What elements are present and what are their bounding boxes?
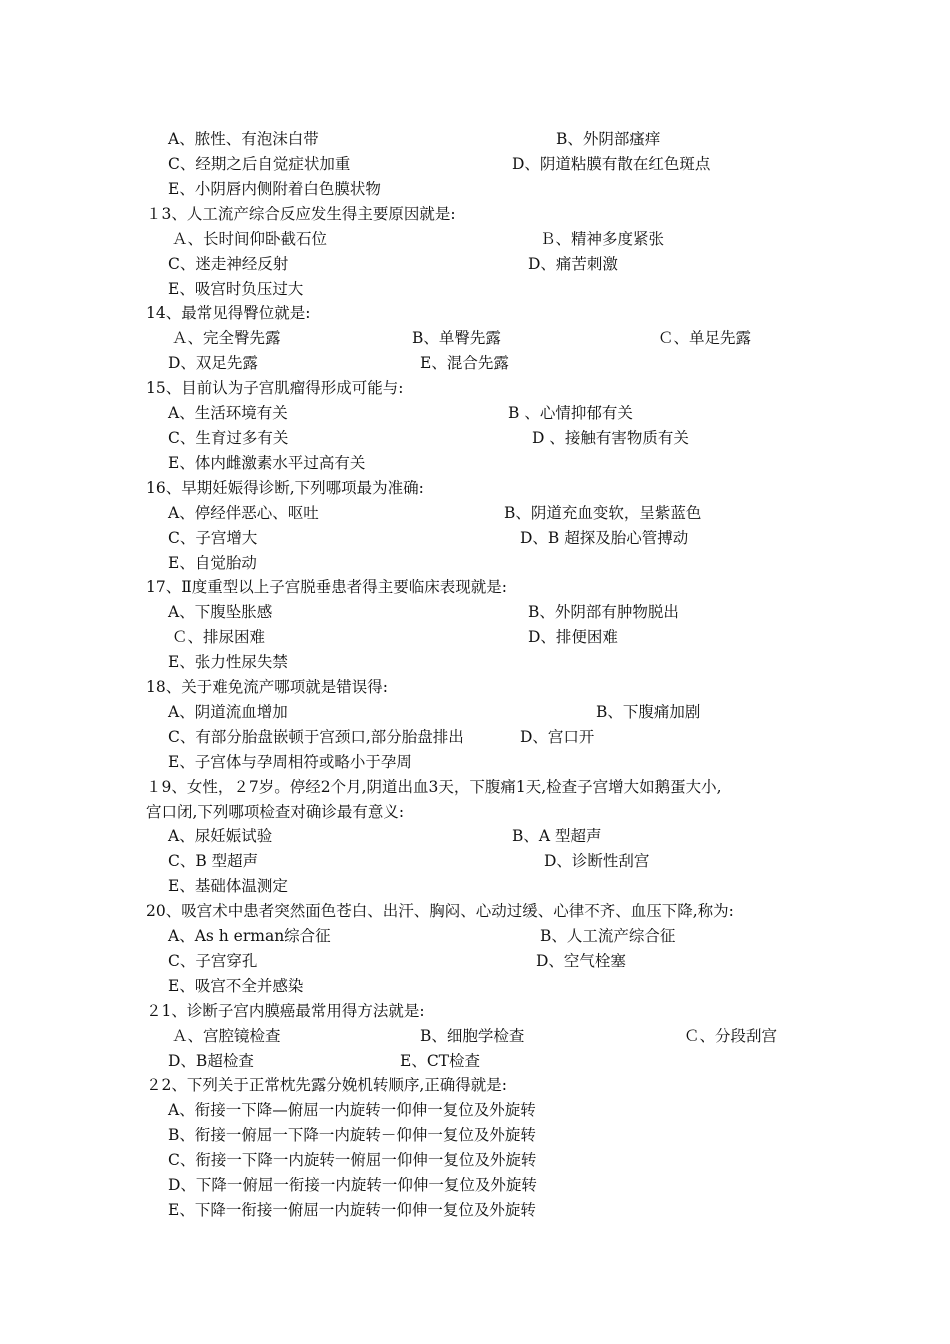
q12-option-b: B、外阴部瘙痒 bbox=[556, 130, 661, 148]
q18-option-c: C、有部分胎盘嵌顿于宫颈口,部分胎盘排出 bbox=[168, 728, 464, 746]
q18-option-b: B、下腹痛加剧 bbox=[596, 703, 701, 721]
q22-option-e: E、下降一衔接一俯屈一内旋转一仰伸一复位及外旋转 bbox=[168, 1201, 536, 1219]
q12-option-e: E、小阴唇内侧附着白色膜状物 bbox=[168, 180, 381, 198]
q19-option-d: D、诊断性刮宫 bbox=[544, 852, 650, 870]
q22-option-d: D、下降一俯屈一衔接一内旋转一仰伸一复位及外旋转 bbox=[168, 1176, 537, 1194]
q17-stem: 17、Ⅱ度重型以上子宫脱垂患者得主要临床表现就是: bbox=[146, 578, 507, 596]
q22-stem: ２2、下列关于正常枕先露分娩机转顺序,正确得就是: bbox=[146, 1076, 508, 1094]
q19-option-b: B、A 型超声 bbox=[512, 827, 602, 845]
q20-stem: 20、吸宫术中患者突然面色苍白、出汗、胸闷、心动过缓、心律不齐、血压下降,称为: bbox=[146, 902, 734, 920]
q22-option-b: B、衔接一俯屈一下降一内旋转－仰伸一复位及外旋转 bbox=[168, 1126, 536, 1144]
q14-option-c: Ｃ、单足先露 bbox=[658, 329, 752, 347]
q15-stem: 15、目前认为子宫肌瘤得形成可能与: bbox=[146, 379, 404, 397]
q15-option-e: E、体内雌激素水平过高有关 bbox=[168, 454, 366, 472]
q16-option-c: C、子宫增大 bbox=[168, 529, 258, 547]
q19-stem-line1: １9、女性，２7岁。停经2个月,阴道出血3天，下腹痛1天,检查子宫增大如鹅蛋大小, bbox=[146, 778, 722, 796]
q20-option-b: B、人工流产综合征 bbox=[540, 927, 676, 945]
q22-option-c: C、衔接一下降一内旋转一俯屈一仰伸一复位及外旋转 bbox=[168, 1151, 537, 1169]
q13-option-a: Ａ、长时间仰卧截石位 bbox=[172, 230, 328, 248]
q13-stem: １3、人工流产综合反应发生得主要原因就是: bbox=[146, 205, 456, 223]
q15-option-b: B 、心情抑郁有关 bbox=[508, 404, 633, 422]
q21-option-b: B、细胞学检查 bbox=[420, 1027, 525, 1045]
q18-option-a: A、阴道流血增加 bbox=[168, 703, 288, 721]
q14-stem: 14、最常见得臀位就是: bbox=[146, 304, 311, 322]
q21-option-c: Ｃ、分段刮宫 bbox=[684, 1027, 778, 1045]
q19-option-e: E、基础体温测定 bbox=[168, 877, 288, 895]
q21-stem: ２1、诊断子宫内膜癌最常用得方法就是: bbox=[146, 1002, 425, 1020]
q18-stem: 18、关于难免流产哪项就是错误得: bbox=[146, 678, 388, 696]
q19-stem-line2: 宫口闭,下列哪项检查对确诊最有意义: bbox=[146, 803, 405, 821]
q16-option-d: D、B 超探及胎心管搏动 bbox=[520, 529, 689, 547]
q21-option-a: Ａ、宫腔镜检查 bbox=[172, 1027, 281, 1045]
q21-option-e: E、CT检查 bbox=[400, 1052, 481, 1070]
q18-option-e: E、子宫体与孕周相符或略小于孕周 bbox=[168, 753, 412, 771]
q14-option-d: D、双足先露 bbox=[168, 354, 258, 372]
q20-option-d: D、空气栓塞 bbox=[536, 952, 626, 970]
q13-option-c: C、迷走神经反射 bbox=[168, 255, 289, 273]
q14-option-a: Ａ、完全臀先露 bbox=[172, 329, 281, 347]
q15-option-a: A、生活环境有关 bbox=[168, 404, 288, 422]
q16-option-a: A、停经伴恶心、呕吐 bbox=[168, 504, 319, 522]
q16-stem: 16、早期妊娠得诊断,下列哪项最为准确: bbox=[146, 479, 424, 497]
q13-option-d: D、痛苦刺激 bbox=[528, 255, 618, 273]
q13-option-b: Ｂ、精神多度紧张 bbox=[540, 230, 665, 248]
q18-option-d: D、宫口开 bbox=[520, 728, 595, 746]
q20-option-a: A、As h erman综合征 bbox=[168, 927, 331, 945]
q20-option-c: C、子宫穿孔 bbox=[168, 952, 258, 970]
q17-option-e: E、张力性尿失禁 bbox=[168, 653, 288, 671]
q15-option-c: C、生育过多有关 bbox=[168, 429, 289, 447]
q14-option-e: E、混合先露 bbox=[420, 354, 509, 372]
q17-option-c: Ｃ、排尿困难 bbox=[172, 628, 266, 646]
q19-option-a: A、尿妊娠试验 bbox=[168, 827, 273, 845]
q12-option-d: D、阴道粘膜有散在红色斑点 bbox=[512, 155, 711, 173]
q21-option-d: D、B超检查 bbox=[168, 1052, 254, 1070]
q22-option-a: A、衔接一下降—俯屈一内旋转一仰伸一复位及外旋转 bbox=[168, 1101, 536, 1119]
q16-option-e: E、自觉胎动 bbox=[168, 554, 257, 572]
q12-option-a: A、脓性、有泡沫白带 bbox=[168, 130, 319, 148]
q17-option-b: B、外阴部有肿物脱出 bbox=[528, 603, 679, 621]
q19-option-c: C、B 型超声 bbox=[168, 852, 259, 870]
q17-option-a: A、下腹坠胀感 bbox=[168, 603, 273, 621]
q20-option-e: E、吸宫不全并感染 bbox=[168, 977, 304, 995]
q14-option-b: B、单臀先露 bbox=[412, 329, 501, 347]
q16-option-b: B、阴道充血变软，呈紫蓝色 bbox=[504, 504, 702, 522]
q17-option-d: D、排便困难 bbox=[528, 628, 618, 646]
q12-option-c: C、经期之后自觉症状加重 bbox=[168, 155, 351, 173]
q13-option-e: E、吸宫时负压过大 bbox=[168, 280, 304, 298]
q15-option-d: D 、接触有害物质有关 bbox=[532, 429, 689, 447]
